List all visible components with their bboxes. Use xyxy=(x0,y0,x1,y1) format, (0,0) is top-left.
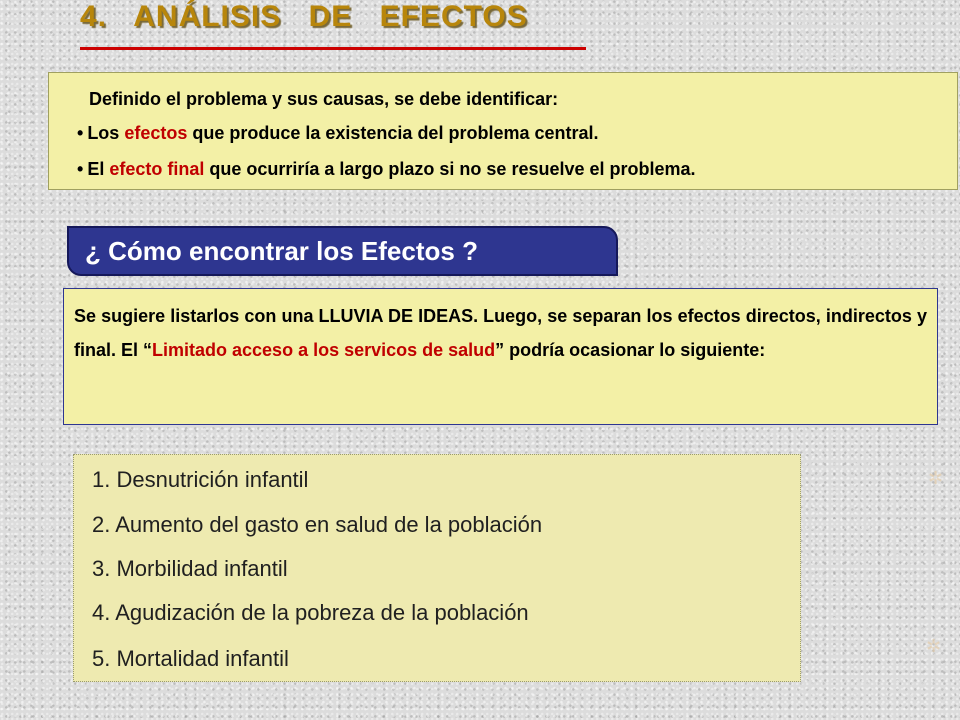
bullet-highlight: efecto final xyxy=(109,159,205,179)
bullet-text-pre: Los xyxy=(87,123,125,143)
subtitle-text: ¿ Cómo encontrar los Efectos ? xyxy=(85,236,478,266)
bullet-text-post: que ocurriría a largo plazo si no se resuelve el problema. xyxy=(204,159,696,179)
bullet-dot-icon: • xyxy=(77,159,84,179)
effects-list xyxy=(73,454,801,682)
title-underline xyxy=(80,47,586,50)
bullet-text-pre: El xyxy=(87,159,110,179)
list-item: 5. Mortalidad infantil xyxy=(92,646,289,671)
subtitle-banner xyxy=(67,226,618,276)
intro-box xyxy=(48,72,958,190)
list-item: 1. Desnutrición infantil xyxy=(92,467,309,492)
explanation-highlight: Limitado acceso a los servicos de salud xyxy=(152,340,496,360)
explanation-pre: Se sugiere listarlos con una LLUVIA DE IDEAS. Luego, se separan los efectos directos, indirectos y final. El “ xyxy=(74,306,927,360)
decorative-star-icon: ✲ xyxy=(928,468,944,488)
bullet-highlight: efectos xyxy=(124,123,188,143)
explanation-text xyxy=(74,299,927,367)
slide-title: 4. ANÁLISIS DE EFECTOS xyxy=(80,0,528,33)
bullet-efecto-final xyxy=(77,159,696,180)
bullet-dot-icon: • xyxy=(77,123,84,143)
explanation-box xyxy=(63,288,938,425)
bullet-efectos xyxy=(77,123,599,144)
list-item: 2. Aumento del gasto en salud de la población xyxy=(92,512,543,537)
list-item: 4. Agudización de la pobreza de la población xyxy=(92,600,529,625)
decorative-star-icon: ✲ xyxy=(926,636,942,656)
intro-lead: Definido el problema y sus causas, se debe identificar: xyxy=(89,89,559,109)
bullet-text-post: que produce la existencia del problema central. xyxy=(187,123,599,143)
explanation-post: ” podría ocasionar lo siguiente: xyxy=(495,340,766,360)
list-item: 3. Morbilidad infantil xyxy=(92,556,288,581)
